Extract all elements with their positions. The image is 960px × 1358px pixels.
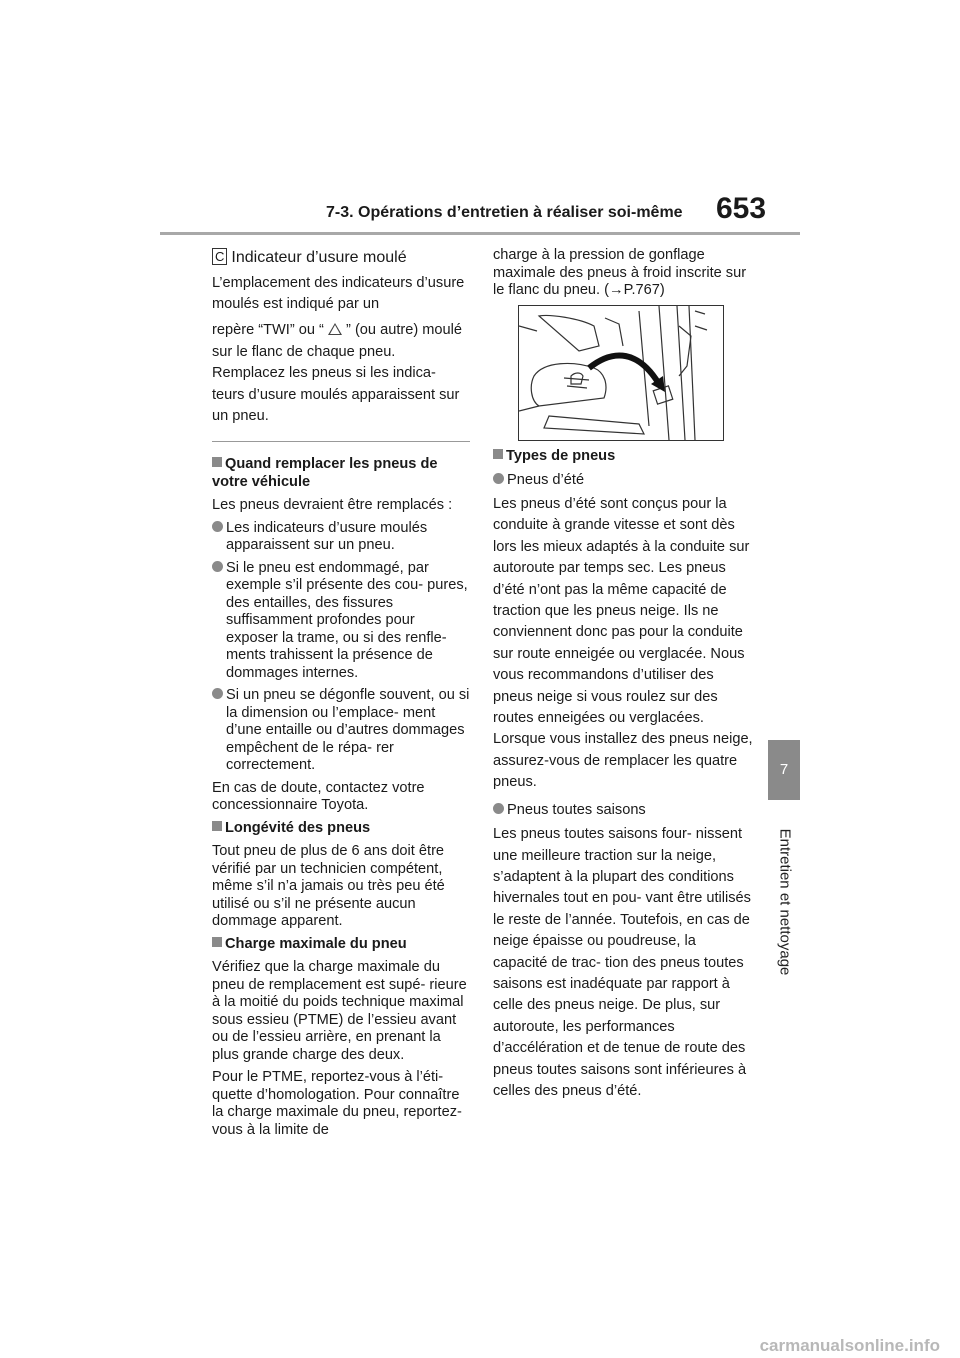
round-bullet-icon (493, 473, 504, 484)
paragraph: Les pneus devraient être remplacés : (212, 497, 453, 514)
paragraph: Les pneus toutes saisons four- nissent une meilleure traction sur la neige, s’adaptent à la plupart des conditions hivernales tout en pou- vant être utilisés le reste de l’année. Toutefois, en cas de neige épaisse ou poudreuse, la capacité de trac- tion des pneus toutes saisons est inadéquate par rapport à celle des pneus neige. De plus, sur autoroute, les performances d’accélération et de tenue de route des pneus toutes saisons sont inférieures à celles des pneus d’été. (493, 826, 751, 1100)
section-title: 7-3. Opérations d’entretien à réaliser soi-même (326, 204, 683, 221)
square-bullet-icon (212, 457, 222, 467)
heading-when-replace: Quand remplacer les pneus de votre véhicule (212, 456, 438, 490)
car-seat-door-image (519, 306, 723, 440)
paragraph: En cas de doute, contactez votre concessionnaire Toyota. (212, 779, 425, 814)
heading-max-load: Charge maximale du pneu (212, 936, 470, 954)
heading-tire-types: Types de pneus (493, 448, 753, 466)
round-bullet-icon (212, 521, 223, 532)
bullet-item: Pneus toutes saisons (493, 802, 753, 820)
chapter-side-label (754, 812, 816, 992)
paragraph: Pour le PTME, reportez-vous à l’éti- quette d’homologation. Pour connaître la charge maximale du pneu, reportez-vous à la limite de (212, 1069, 462, 1138)
page-reference[interactable]: P.767) (623, 282, 665, 298)
wear-indicator-heading (212, 248, 470, 267)
square-bullet-icon (212, 821, 222, 831)
right-column (493, 448, 753, 1107)
chapter-tab[interactable]: 7 (768, 740, 800, 800)
bullet-item: Si le pneu est endommagé, par exemple s’il présente des cou- pures, des entailles, des fissures suffisamment profondes pour exposer la trame, ou si des renfle- ments trahissent la présence de dommages internes. (212, 560, 470, 683)
header-rule (160, 232, 800, 235)
left-column (212, 248, 470, 1144)
paragraph: charge à la pression de gonflage maximale des pneus à froid inscrite sur le flanc du pneu. (→P.767) (493, 247, 747, 298)
wear-indicator-text-1: L’emplacement des indicateurs d’usure moulés est indiqué par un (212, 274, 465, 312)
heading-tire-longevity: Longévité des pneus (212, 820, 470, 838)
bullet-item: Pneus d’été (493, 472, 753, 490)
arrow-icon: → (609, 282, 624, 298)
right-column-top (493, 247, 753, 305)
door-jamb-illustration (518, 305, 724, 441)
label-c-badge: C (212, 248, 227, 265)
square-bullet-icon (212, 937, 222, 947)
section-divider (212, 441, 470, 442)
bullet-item: Si un pneu se dégonfle souvent, ou si la dimension ou l’emplace- ment d’une entaille ou d’autres dommages empêchent de le répa- rer correctement. (212, 687, 470, 775)
round-bullet-icon (212, 688, 223, 699)
round-bullet-icon (212, 561, 223, 572)
wear-indicator-title: Indicateur d’usure moulé (231, 249, 407, 266)
round-bullet-icon (493, 803, 504, 814)
page-number: 653 (716, 192, 767, 225)
paragraph: Les pneus d’été sont conçus pour la conduite à grande vitesse et sont dès lors les mieux adaptés à la conduite sur autoroute par temps sec. Les pneus d’été n’ont pas la même capacité de traction que les pneus neige. Ils ne conviennent donc pas pour la conduite sur route enneigée ou verglacée. Nous vous recommandons d’utiliser des pneus neige si vous roulez sur des routes enneigées ou verglacées. Lorsque vous installez des pneus neige, assurez-vous de remplacer les quatre pneus. (493, 496, 753, 791)
square-bullet-icon (493, 449, 503, 459)
watermark: carmanualsonline.info (759, 1336, 940, 1355)
triangle-mark-icon (328, 323, 342, 335)
chapter-title: Entretien et nettoyage (776, 828, 794, 976)
paragraph: Vérifiez que la charge maximale du pneu de remplacement est supé- rieure à la moitié du poids technique maximal sous essieu (PTME) de l’essieu avant ou de l’essieu arrière, en prenant la plus grande charge des deux. (212, 959, 467, 1063)
wear-indicator-text-2: repère “TWI” ou “ ” (ou autre) moulé sur le flanc de chaque pneu. Remplacez les pneus si les indica- teurs d’usure moulés apparaissent sur un pneu. (212, 322, 463, 424)
bullet-item: Les indicateurs d’usure moulés apparaissent sur un pneu. (212, 520, 470, 555)
paragraph: Tout pneu de plus de 6 ans doit être vérifié par un technicien compétent, même s’il n’a jamais ou très peu été utilisé ou s’il ne présente aucun dommage apparent. (212, 843, 445, 930)
